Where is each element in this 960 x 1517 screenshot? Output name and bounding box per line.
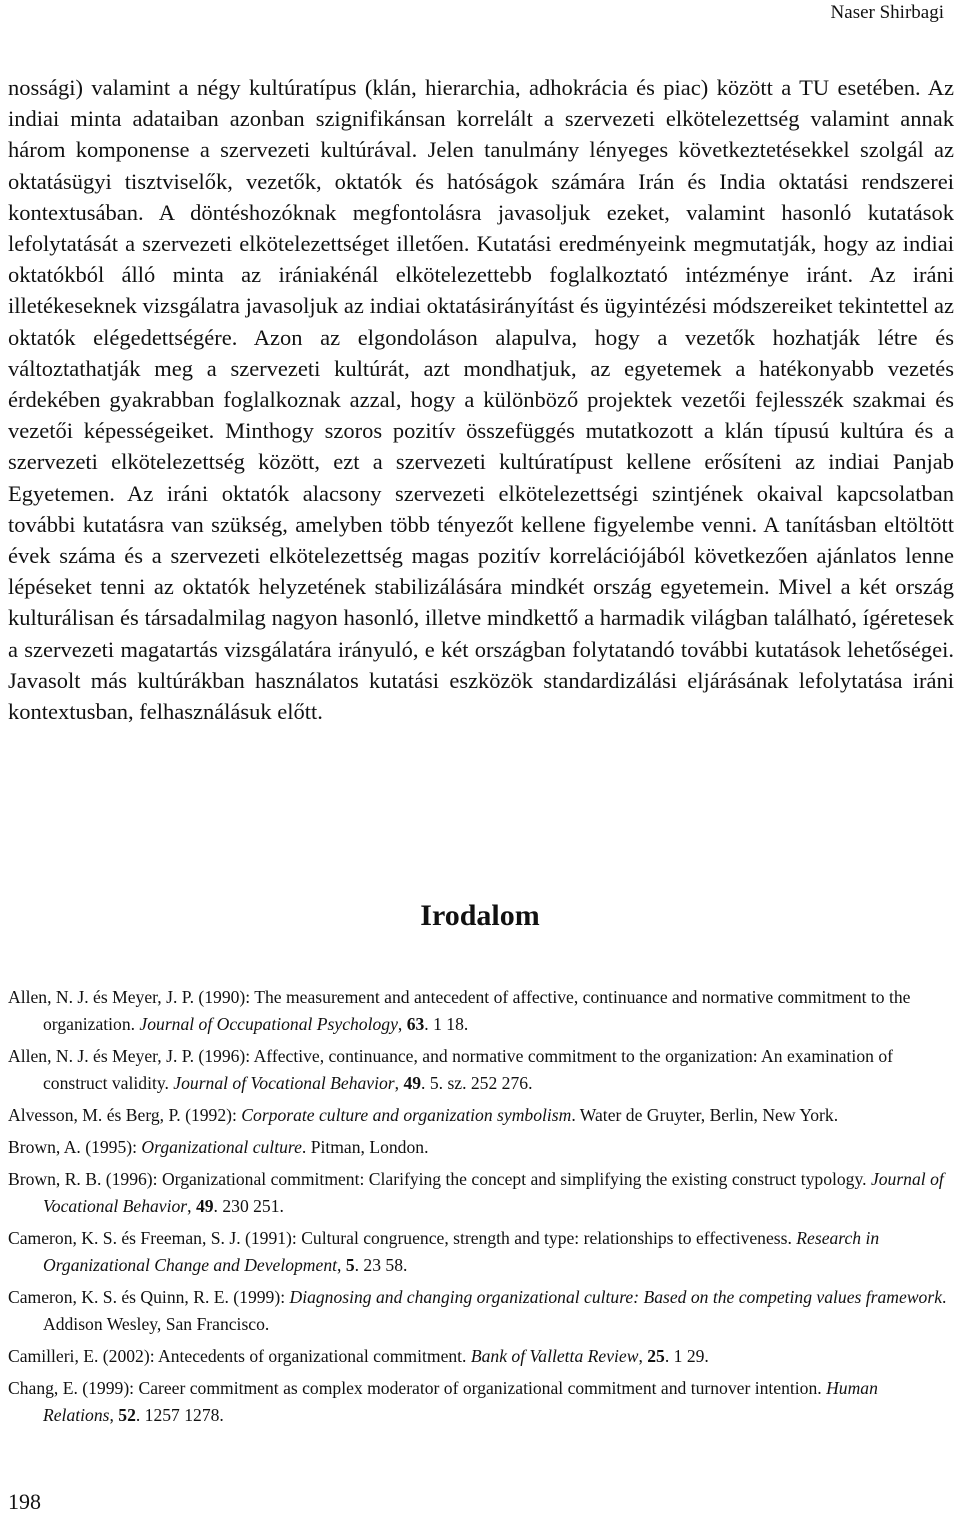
reference-pages: . 1 18.	[424, 1014, 469, 1034]
reference-pages: . 230 251.	[213, 1196, 284, 1216]
running-header-author: Naser Shirbagi	[830, 2, 944, 23]
references-heading: Irodalom	[420, 899, 540, 932]
reference-item	[8, 984, 948, 1038]
reference-item	[8, 1102, 948, 1129]
reference-journal: Research in Organizational Change and Development	[43, 1228, 880, 1275]
reference-item	[8, 1343, 948, 1370]
reference-separator: ,	[337, 1255, 346, 1275]
reference-journal: Bank of Valletta Review	[470, 1346, 639, 1366]
reference-volume: 63	[406, 1014, 425, 1034]
reference-journal: Journal of Vocational Behavior	[173, 1073, 395, 1093]
reference-pages: . 5. sz. 252 276.	[421, 1073, 533, 1093]
reference-authors: Camilleri, E. (2002): Antecedents of organizational commitment.	[8, 1346, 471, 1366]
reference-journal: Journal of Vocational Behavior	[43, 1169, 944, 1216]
reference-separator: ,	[397, 1014, 407, 1034]
reference-volume: 49	[403, 1073, 422, 1093]
reference-publisher: . Addison Wesley, San Francisco.	[43, 1287, 947, 1334]
reference-authors: Brown, A. (1995):	[8, 1137, 142, 1157]
body-paragraph: nossági) valamint a négy kultúratípus (klán, hierarchia, adhokrácia és piac) között a TU esetében. Az indiai minta adataiban azonban szignifikánsan korrelált a szervezeti elkötelezettség valamint annak három komponense a szervezeti kultúrával. Jelen tanulmány lényeges következtetésekkel szolgál az oktatásügyi tisztviselők, vezetők, oktatók és hatóságok számára Irán és India oktatási rendszerei kontextusában. A döntéshozóknak megfontolásra javasoljuk ezeket, valamint hasonló kutatások lefolytatását a szervezeti elkötelezettséget illetően. Kutatási eredményeink megmutatják, hogy az indiai oktatókból álló minta az irániakénál elkötelezettebb foglalkoztató intézménye iránt. Az iráni illetékeseknek vizsgálatra javasoljuk az indiai oktatásirányítást és ügyintézési módszereiket tekintettel az oktatók elégedettségére. Azon az elgondoláson alapulva, hogy a vezetők hozhatják létre és változtathatják meg a szervezeti kultúrát, azt mondhatjuk, az egyetemek a hatékonyabb vezetés érdekében gyakrabban foglalkoznak azzal, hogy a különböző projektek vezetői fejlesszék szakmai és vezetői képességeiket. Minthogy szoros pozitív összefüggés mutatkozott a klán típusú kultúra és a szervezeti elkötelezettség között, ezt a szervezeti kultúratípust kellene erősíteni az indiai Panjab Egyetemen. Az iráni oktatók alacsony szervezeti elkötelezettségi szintjének okaival kapcsolatban további kutatásra van szükség, amelyben több tényezőt kellene figyelembe venni. A tanításban eltöltött évek száma és a szervezeti elkötelezettség magas pozitív korrelációjából következően ajánlatos lenne lépéseket tenni az oktatók helyzetének stabilizálására mindkét ország egyetemein. Mivel a két ország kulturálisan és társadalmilag nagyon hasonló, illetve mindkettő a harmadik világban található, ígéretesek a szervezeti magatartás vizsgálatára irányuló, e két országban folytatandó további kutatások lehetőségei. Javasolt más kultúrákban használatos kutatási eszközök standardizálási eljárásának lefolytatása iráni kontextusban, felhasználásuk előtt.	[8, 75, 954, 725]
reference-pages: . 23 58.	[354, 1255, 408, 1275]
reference-item	[8, 1284, 948, 1338]
reference-separator: ,	[638, 1346, 648, 1366]
references-list	[8, 984, 948, 1434]
page-number: 198	[8, 1489, 41, 1514]
reference-volume: 52	[118, 1405, 136, 1425]
reference-journal: Journal of Occupational Psychology	[139, 1014, 398, 1034]
reference-publisher: . Pitman, London.	[301, 1137, 429, 1157]
reference-item	[8, 1225, 948, 1279]
reference-pages: . 1257 1278.	[135, 1405, 224, 1425]
reference-authors: Cameron, K. S. és Freeman, S. J. (1991): Cultural congruence, strength and type: relationships to effectiveness.	[8, 1228, 797, 1248]
reference-title: Diagnosing and changing organizational culture: Based on the competing values framework	[289, 1287, 943, 1307]
reference-separator: ,	[394, 1073, 404, 1093]
reference-authors: Alvesson, M. és Berg, P. (1992):	[8, 1105, 242, 1125]
reference-volume: 5	[345, 1255, 355, 1275]
reference-authors: Cameron, K. S. és Quinn, R. E. (1999):	[8, 1287, 290, 1307]
reference-title: Corporate culture and organization symbolism	[241, 1105, 572, 1125]
reference-item	[8, 1166, 948, 1220]
reference-pages: . 1 29.	[664, 1346, 709, 1366]
reference-item	[8, 1134, 948, 1161]
reference-authors: Brown, R. B. (1996): Organizational commitment: Clarifying the concept and simplifying the existing construct typology.	[8, 1169, 871, 1189]
reference-separator: ,	[187, 1196, 196, 1216]
reference-publisher: . Water de Gruyter, Berlin, New York.	[571, 1105, 839, 1125]
reference-separator: ,	[109, 1405, 119, 1425]
reference-volume: 49	[195, 1196, 214, 1216]
body-text	[8, 72, 954, 727]
reference-authors: Chang, E. (1999): Career commitment as complex moderator of organizational commitment and turnover intention.	[8, 1378, 827, 1398]
reference-title: Organizational culture	[141, 1137, 302, 1157]
reference-item	[8, 1375, 948, 1429]
reference-authors: Allen, N. J. és Meyer, J. P. (1990): The measurement and antecedent of affective, continuance and normative commitment to the organization.	[8, 987, 911, 1034]
reference-volume: 25	[647, 1346, 665, 1366]
reference-item	[8, 1043, 948, 1097]
reference-authors: Allen, N. J. és Meyer, J. P. (1996): Affective, continuance, and normative commitment to the organization: An examination of construct validity.	[8, 1046, 893, 1093]
reference-journal: Human Relations	[43, 1378, 878, 1425]
